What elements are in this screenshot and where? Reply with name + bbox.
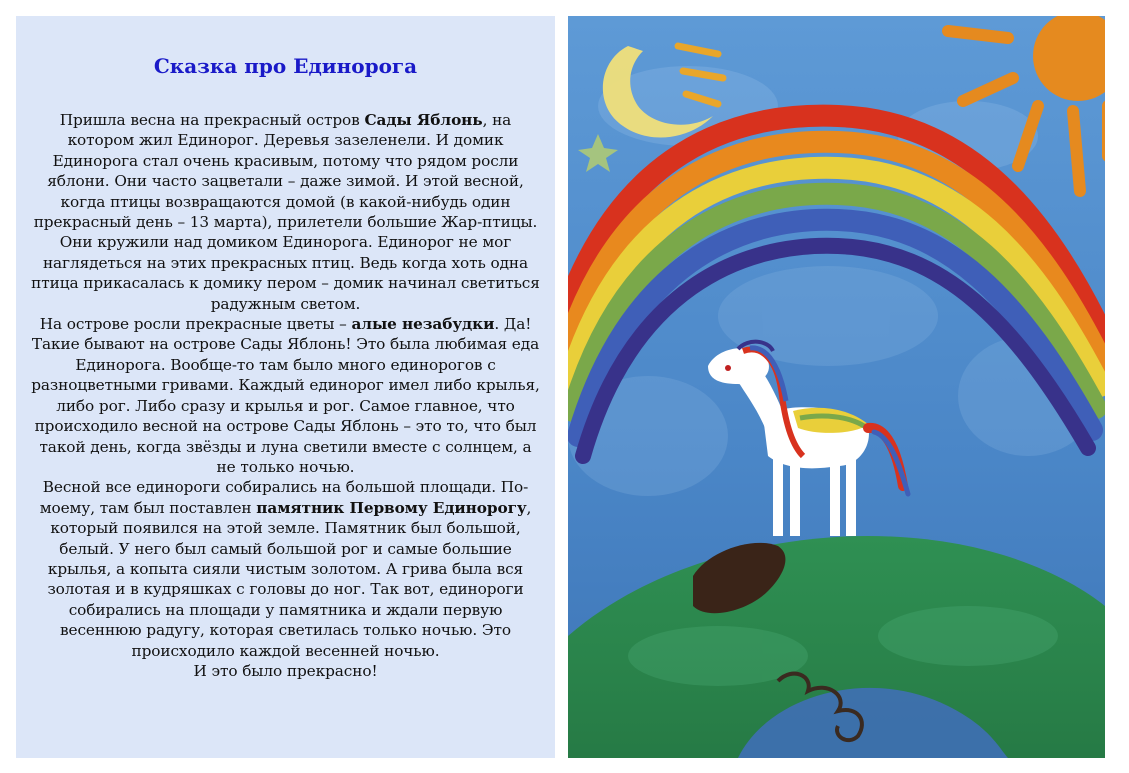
story-bold-monument: памятник Первому Единорогу xyxy=(256,498,527,517)
story-bold-island: Сады Яблонь xyxy=(364,111,483,129)
story-text-run: Весной все единороги собирались на большой площади. По-моему, там был поставлен xyxy=(39,478,529,517)
story-paragraph-1 xyxy=(28,110,543,314)
story-paragraph-2 xyxy=(28,314,543,477)
story-bold-flowers: алые незабудки xyxy=(351,315,495,334)
story-paragraph-4: И это было прекрасно! xyxy=(193,661,378,680)
story-text xyxy=(28,110,543,681)
unicorn-drawing xyxy=(568,16,1105,758)
story-panel xyxy=(16,16,555,758)
story-text-run: Пришла весна на прекрасный остров xyxy=(59,111,365,129)
story-text-run: , на котором жил Единорог. Деревья зазеленели. И домик Единорога стал очень красивым, потому что рядом росли яблони. Они часто зацветали – даже зимой. И этой весной, когда птицы возвращаются домой (в какой-нибудь один прекрасный день – 13 марта), прилетели большие Жар-птицы. Они кружили над домиком Единорога. Единорог не мог наглядеться на этих прекрасных птиц. Ведь когда хоть одна птица прикасалась к домику пером – домик начинал светиться радужным светом. xyxy=(31,111,540,313)
story-paragraph-3 xyxy=(28,477,543,661)
story-text-run: . Да! Такие бывают на острове Сады Яблонь! Это была любимая еда Единорога. Вообще-то там было много единорогов с разноцветными гривами. Каждый единорог имел либо крылья, либо рог. Либо сразу и крылья и рог. Самое главное, что происходило весной на острове Сады Яблонь – это то, что был такой день, когда звёзды и луна светили вместе с солнцем, а не только ночью. xyxy=(31,315,540,476)
drawing-canvas xyxy=(568,16,1105,758)
story-title: Сказка про Единорога xyxy=(153,54,418,78)
story-text-run: , который появился на этой земле. Памятник был большой, белый. У него был самый большой рог и самые большие крылья, а копыта сияли чистым золотом. А грива была вся золотая и в кудряшках с головы до ног. Так вот, единороги собирались на площади у памятника и ждали первую весеннюю радугу, которая светилась только ночью. Это происходило каждой весенней ночью. xyxy=(47,498,532,660)
story-text-run: На острове росли прекрасные цветы – xyxy=(39,315,352,334)
